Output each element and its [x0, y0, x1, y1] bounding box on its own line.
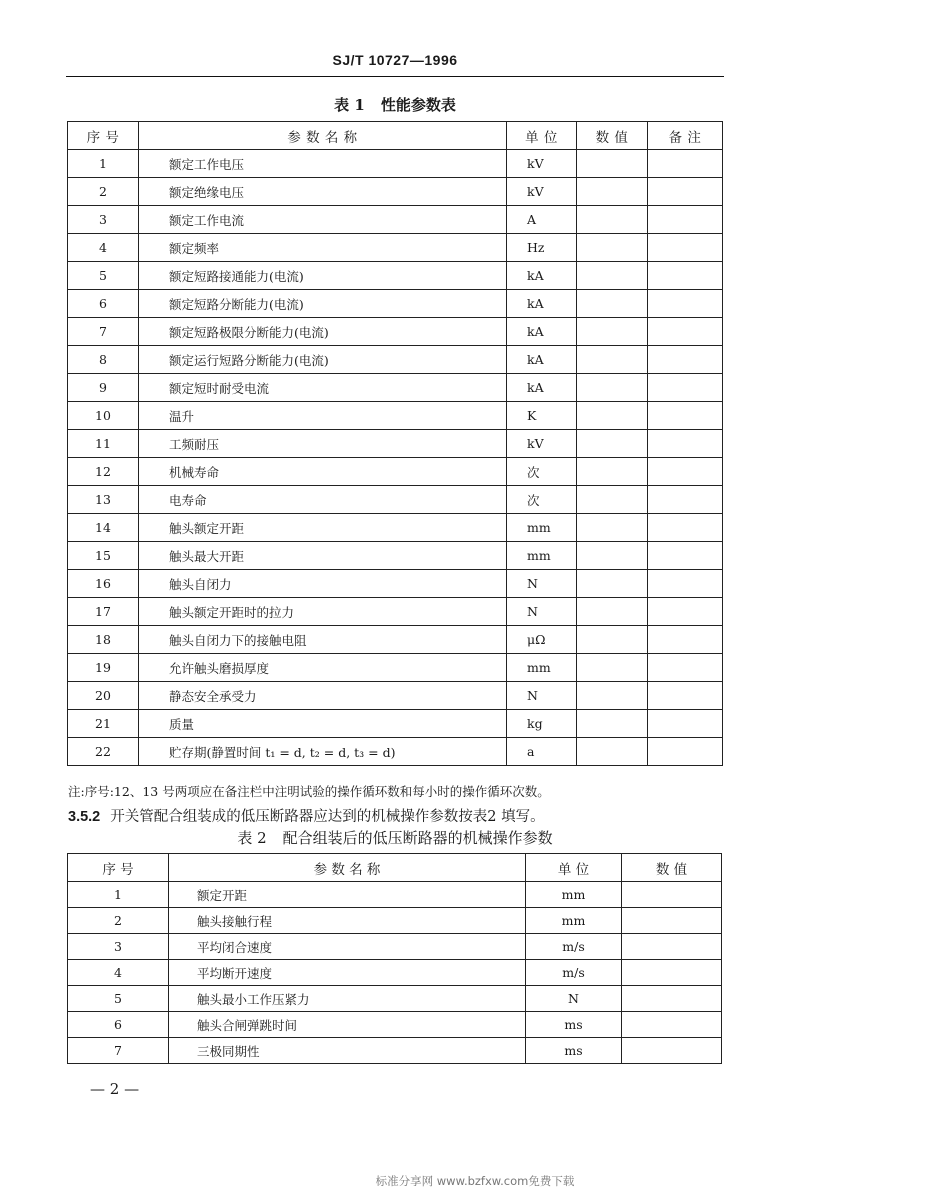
table-row — [68, 1012, 722, 1038]
parameter-name-cell: 额定短时耐受电流 — [139, 374, 507, 402]
value-cell — [577, 430, 648, 458]
value-cell — [577, 570, 648, 598]
value-cell — [577, 346, 648, 374]
unit-cell: a — [507, 738, 577, 766]
unit-cell: N — [507, 598, 577, 626]
value-cell — [577, 234, 648, 262]
table-row — [68, 738, 723, 766]
table-row — [68, 150, 723, 178]
remark-cell — [648, 346, 723, 374]
table-row — [68, 262, 723, 290]
unit-cell: N — [507, 570, 577, 598]
row-number-cell: 13 — [68, 486, 139, 514]
parameter-name-cell: 额定短路分断能力(电流) — [139, 290, 507, 318]
value-cell — [577, 626, 648, 654]
remark-cell — [648, 430, 723, 458]
row-number-cell: 15 — [68, 542, 139, 570]
page-header-standard-number: SJ/T 10727—1996 — [332, 52, 458, 68]
row-number-cell: 2 — [68, 178, 139, 206]
value-cell — [622, 882, 722, 908]
parameter-name-cell: 额定运行短路分断能力(电流) — [139, 346, 507, 374]
col-header-value: 数 值 — [622, 854, 722, 882]
row-number-cell: 22 — [68, 738, 139, 766]
table-header-row — [68, 854, 722, 882]
parameter-name-cell: 静态安全承受力 — [139, 682, 507, 710]
value-cell — [622, 986, 722, 1012]
table-row — [68, 960, 722, 986]
value-cell — [622, 1012, 722, 1038]
row-number-cell: 2 — [68, 908, 169, 934]
row-number-cell: 6 — [68, 1012, 169, 1038]
unit-cell: kV — [507, 178, 577, 206]
parameter-name-cell: 电寿命 — [139, 486, 507, 514]
remark-cell — [648, 654, 723, 682]
table-header-row — [68, 122, 723, 150]
unit-cell: kA — [507, 290, 577, 318]
parameter-name-cell: 质量 — [139, 710, 507, 738]
row-number-cell: 3 — [68, 206, 139, 234]
watermark-text: 标准分享网 www.bzfxw.com免费下载 — [375, 1174, 575, 1188]
unit-cell: m/s — [526, 934, 622, 960]
parameter-name-cell: 三极同期性 — [169, 1038, 526, 1064]
remark-cell — [648, 402, 723, 430]
value-cell — [577, 598, 648, 626]
remark-cell — [648, 262, 723, 290]
table-row — [68, 430, 723, 458]
parameter-name-cell: 额定短路极限分断能力(电流) — [139, 318, 507, 346]
col-header-remark: 备 注 — [648, 122, 723, 150]
value-cell — [577, 682, 648, 710]
performance-parameter-table — [67, 121, 723, 766]
parameter-name-cell: 触头额定开距时的拉力 — [139, 598, 507, 626]
table-row — [68, 882, 722, 908]
value-cell — [577, 738, 648, 766]
unit-cell: 次 — [507, 486, 577, 514]
table-row — [68, 346, 723, 374]
row-number-cell: 21 — [68, 710, 139, 738]
row-number-cell: 6 — [68, 290, 139, 318]
clause-text: 开关管配合组装成的低压断路器应达到的机械操作参数按表2 填写。 — [110, 809, 545, 825]
row-number-cell: 16 — [68, 570, 139, 598]
value-cell — [577, 654, 648, 682]
row-number-cell: 3 — [68, 934, 169, 960]
unit-cell: m/s — [526, 960, 622, 986]
table-row — [68, 570, 723, 598]
row-number-cell: 11 — [68, 430, 139, 458]
unit-cell: Hz — [507, 234, 577, 262]
table-row — [68, 542, 723, 570]
row-number-cell: 7 — [68, 1038, 169, 1064]
table1-note: 注:序号:12、13 号两项应在备注栏中注明试验的操作循环数和每小时的操作循环次数。 — [68, 784, 550, 799]
col-header-no: 序 号 — [68, 122, 139, 150]
parameter-name-cell: 额定频率 — [139, 234, 507, 262]
table-row — [68, 178, 723, 206]
parameter-name-cell: 触头自闭力下的接触电阻 — [139, 626, 507, 654]
row-number-cell: 10 — [68, 402, 139, 430]
remark-cell — [648, 234, 723, 262]
unit-cell: mm — [507, 514, 577, 542]
value-cell — [577, 458, 648, 486]
mechanical-operation-parameter-table — [67, 853, 722, 1064]
row-number-cell: 20 — [68, 682, 139, 710]
value-cell — [622, 960, 722, 986]
table-row — [68, 1038, 722, 1064]
table-row — [68, 514, 723, 542]
row-number-cell: 8 — [68, 346, 139, 374]
clause-paragraph — [68, 805, 545, 826]
parameter-name-cell: 机械寿命 — [139, 458, 507, 486]
value-cell — [577, 514, 648, 542]
remark-cell — [648, 206, 723, 234]
parameter-name-cell: 工频耐压 — [139, 430, 507, 458]
row-number-cell: 17 — [68, 598, 139, 626]
parameter-name-cell: 触头最小工作压紧力 — [169, 986, 526, 1012]
remark-cell — [648, 458, 723, 486]
remark-cell — [648, 514, 723, 542]
remark-cell — [648, 542, 723, 570]
row-number-cell: 5 — [68, 262, 139, 290]
unit-cell: A — [507, 206, 577, 234]
table-row — [68, 206, 723, 234]
row-number-cell: 4 — [68, 234, 139, 262]
remark-cell — [648, 318, 723, 346]
parameter-name-cell: 额定工作电压 — [139, 150, 507, 178]
row-number-cell: 12 — [68, 458, 139, 486]
table1-caption-number: 表 1 — [334, 96, 365, 114]
table-row — [68, 710, 723, 738]
unit-cell: N — [507, 682, 577, 710]
table-row — [68, 986, 722, 1012]
unit-cell: kg — [507, 710, 577, 738]
value-cell — [622, 934, 722, 960]
table1-caption — [66, 94, 724, 115]
unit-cell: kV — [507, 430, 577, 458]
col-header-name: 参 数 名 称 — [139, 122, 507, 150]
value-cell — [577, 290, 648, 318]
row-number-cell: 9 — [68, 374, 139, 402]
table-row — [68, 374, 723, 402]
unit-cell: kA — [507, 262, 577, 290]
unit-cell: mm — [526, 882, 622, 908]
parameter-name-cell: 贮存期(静置时间 t₁ = d, t₂ = d, t₃ = d) — [139, 738, 507, 766]
table-row — [68, 654, 723, 682]
parameter-name-cell: 触头额定开距 — [139, 514, 507, 542]
table-row — [68, 598, 723, 626]
table-row — [68, 486, 723, 514]
parameter-name-cell: 触头最大开距 — [139, 542, 507, 570]
header-rule — [66, 76, 724, 77]
table-row — [68, 290, 723, 318]
unit-cell: kA — [507, 374, 577, 402]
row-number-cell: 5 — [68, 986, 169, 1012]
table2-caption — [66, 827, 724, 848]
unit-cell: kA — [507, 346, 577, 374]
table1-body — [68, 150, 723, 766]
table-row — [68, 402, 723, 430]
remark-cell — [648, 486, 723, 514]
table-row — [68, 908, 722, 934]
table-row — [68, 318, 723, 346]
row-number-cell: 19 — [68, 654, 139, 682]
row-number-cell: 1 — [68, 882, 169, 908]
value-cell — [577, 542, 648, 570]
unit-cell: kA — [507, 318, 577, 346]
remark-cell — [648, 682, 723, 710]
parameter-name-cell: 平均闭合速度 — [169, 934, 526, 960]
value-cell — [577, 262, 648, 290]
parameter-name-cell: 额定绝缘电压 — [139, 178, 507, 206]
table-row — [68, 234, 723, 262]
value-cell — [577, 374, 648, 402]
remark-cell — [648, 738, 723, 766]
value-cell — [622, 1038, 722, 1064]
row-number-cell: 1 — [68, 150, 139, 178]
value-cell — [622, 908, 722, 934]
unit-cell: mm — [507, 542, 577, 570]
table1-caption-title: 性能参数表 — [380, 96, 456, 114]
unit-cell: ms — [526, 1038, 622, 1064]
remark-cell — [648, 570, 723, 598]
value-cell — [577, 710, 648, 738]
value-cell — [577, 150, 648, 178]
value-cell — [577, 486, 648, 514]
unit-cell: mm — [526, 908, 622, 934]
row-number-cell: 7 — [68, 318, 139, 346]
unit-cell: 次 — [507, 458, 577, 486]
value-cell — [577, 318, 648, 346]
remark-cell — [648, 374, 723, 402]
col-header-no: 序 号 — [68, 854, 169, 882]
value-cell — [577, 402, 648, 430]
table-row — [68, 458, 723, 486]
unit-cell: ms — [526, 1012, 622, 1038]
remark-cell — [648, 150, 723, 178]
remark-cell — [648, 290, 723, 318]
remark-cell — [648, 626, 723, 654]
clause-number: 3.5.2 — [68, 809, 101, 825]
unit-cell: mm — [507, 654, 577, 682]
col-header-value: 数 值 — [577, 122, 648, 150]
table-row — [68, 682, 723, 710]
parameter-name-cell: 允许触头磨损厚度 — [139, 654, 507, 682]
value-cell — [577, 206, 648, 234]
value-cell — [577, 178, 648, 206]
row-number-cell: 18 — [68, 626, 139, 654]
parameter-name-cell: 触头接触行程 — [169, 908, 526, 934]
parameter-name-cell: 额定短路接通能力(电流) — [139, 262, 507, 290]
parameter-name-cell: 平均断开速度 — [169, 960, 526, 986]
col-header-unit: 单 位 — [507, 122, 577, 150]
table2-caption-number: 表 2 — [237, 829, 267, 847]
table-row — [68, 934, 722, 960]
parameter-name-cell: 触头自闭力 — [139, 570, 507, 598]
unit-cell: K — [507, 402, 577, 430]
table2-body — [68, 882, 722, 1064]
remark-cell — [648, 178, 723, 206]
unit-cell: N — [526, 986, 622, 1012]
col-header-name: 参 数 名 称 — [169, 854, 526, 882]
row-number-cell: 14 — [68, 514, 139, 542]
unit-cell: μΩ — [507, 626, 577, 654]
parameter-name-cell: 温升 — [139, 402, 507, 430]
table-row — [68, 626, 723, 654]
parameter-name-cell: 额定开距 — [169, 882, 526, 908]
unit-cell: kV — [507, 150, 577, 178]
parameter-name-cell: 触头合闸弹跳时间 — [169, 1012, 526, 1038]
parameter-name-cell: 额定工作电流 — [139, 206, 507, 234]
table2-caption-title: 配合组装后的低压断路器的机械操作参数 — [282, 829, 553, 847]
remark-cell — [648, 710, 723, 738]
remark-cell — [648, 598, 723, 626]
row-number-cell: 4 — [68, 960, 169, 986]
col-header-unit: 单 位 — [526, 854, 622, 882]
page-number: — 2 — — [90, 1080, 140, 1098]
